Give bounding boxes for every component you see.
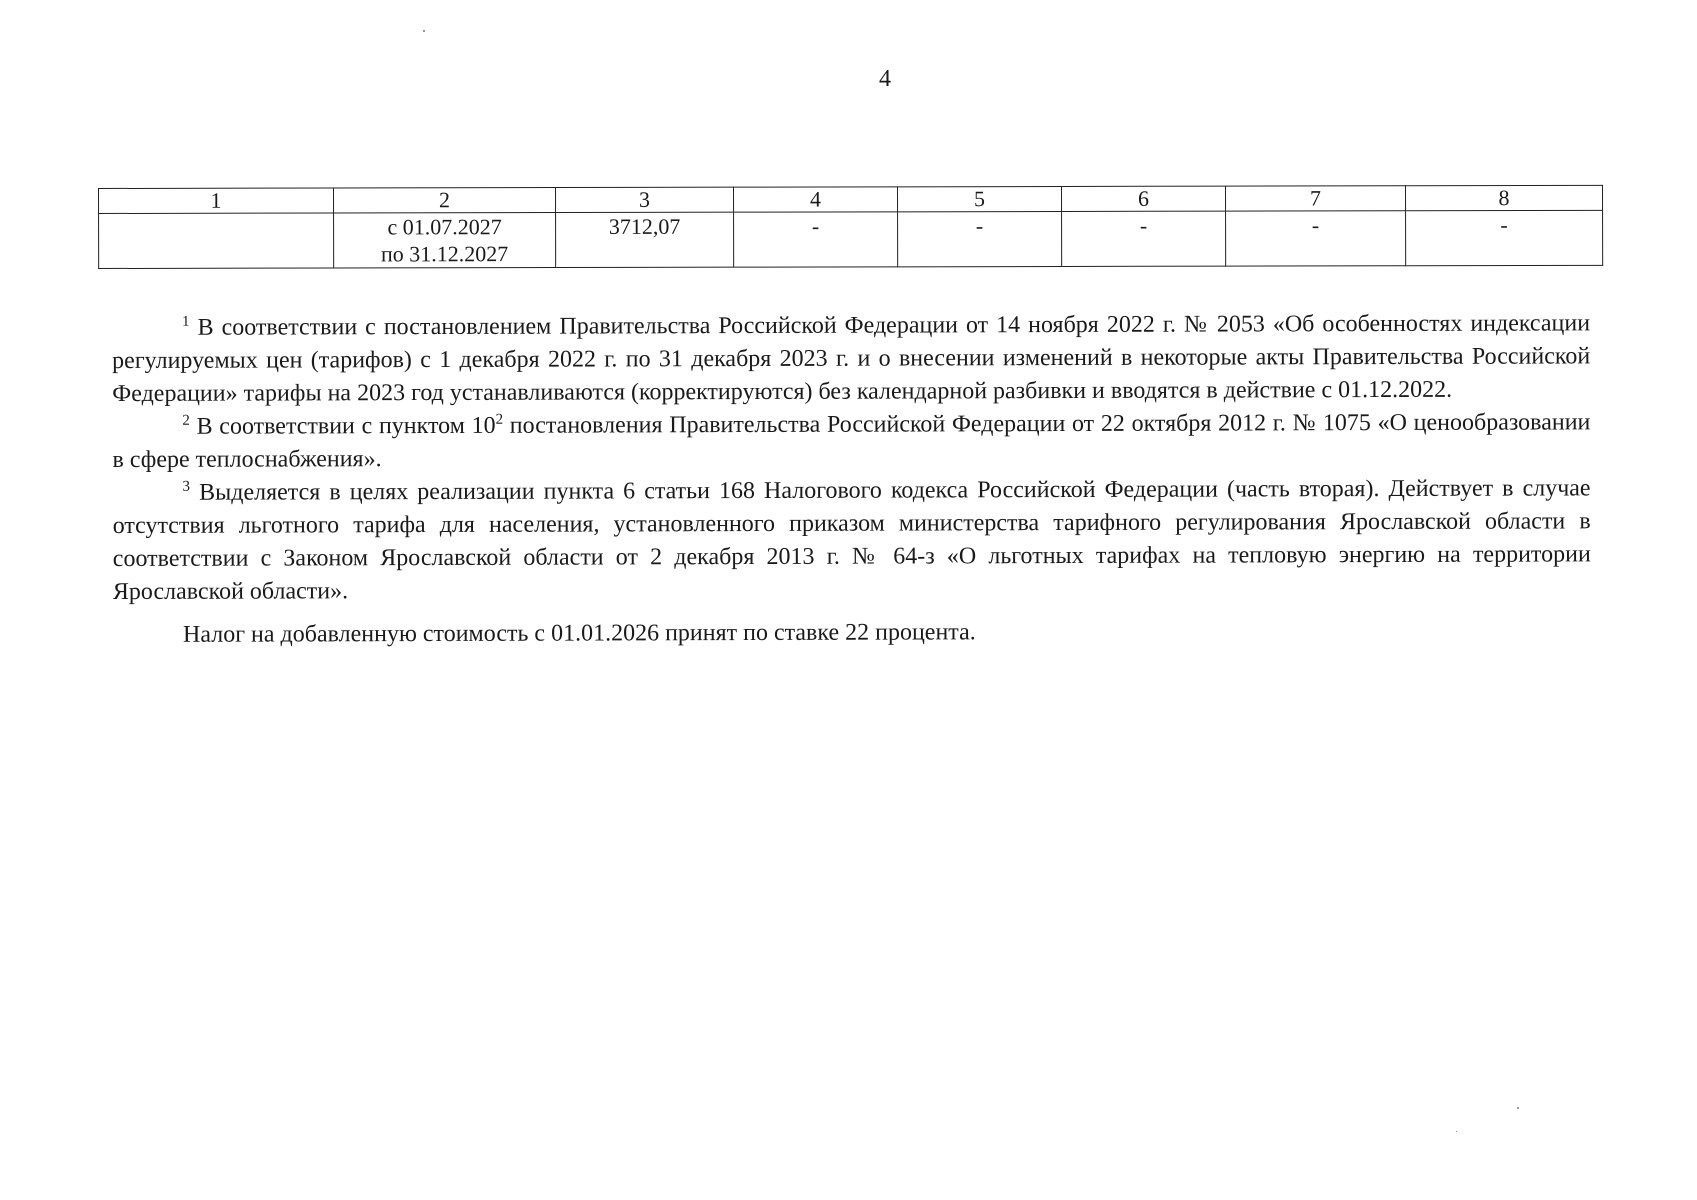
column-number-cell: 1 [99, 188, 334, 213]
footnotes [112, 307, 1591, 652]
scan-speck [1517, 1107, 1519, 1109]
footnote-3 [113, 472, 1591, 609]
period-cell [334, 213, 556, 268]
page-number: 4 [879, 66, 891, 92]
tariff-table [98, 185, 1603, 269]
column-number-cell: 5 [897, 186, 1061, 211]
footnote-1 [112, 307, 1590, 411]
dash-cell: - [1226, 211, 1406, 266]
vat-note: Налог на добавленную стоимость с 01.01.2026 принят по ставке 22 процента. [182, 619, 976, 648]
dash-cell: - [1062, 211, 1226, 266]
footnote-text: Выделяется в целях реализации пункта 6 статьи 168 Налогового кодекса Российской Федерации (часть вторая). Действует в случае отсутствия льготного тарифа для населения, установленного приказом министерства тарифного регулирования Ярославской области в соответствии с Законом Ярославской области от 2 декабря 2013 г. № 64-з «О льготных тарифах на тепловую энергию на территории Ярославской области». [112, 475, 1591, 605]
dash-cell: - [734, 212, 898, 267]
footnote-text: постановления Правительства Российской Федерации от 22 октября 2012 г. № 1075 «О ценообразовании в сфере теплоснабжения». [112, 409, 1591, 473]
period-end: по 31.12.2027 [380, 241, 509, 267]
dash-cell: - [898, 211, 1062, 266]
footnote-marker: 2 [182, 412, 190, 429]
paragraph-superscript: 2 [495, 411, 504, 428]
column-number-cell: 3 [556, 187, 734, 212]
column-number-cell: 4 [733, 187, 897, 212]
footnote-2 [112, 406, 1590, 477]
footnote-text: В соответствии с пунктом 10 [189, 412, 496, 440]
scan-speck [423, 30, 425, 32]
footnote-marker: 1 [182, 313, 190, 330]
footnote-marker: 3 [182, 478, 191, 495]
tariff-value-cell: 3712,07 [556, 212, 734, 267]
footnote-text: В соответствии с постановлением Правительства Российской Федерации от 14 ноября 2022 г. № 2053 «Об особенностях индексации регулируемых цен (тарифов) с 1 декабря 2022 г. по 31 декабря 2023 г. и о внесении изменений в некоторые акты Правительства Российской Федерации» тарифы на 2023 год устанавливаются (корректируются) без календарной разбивки и вводятся в действие с 01.12.2022. [112, 310, 1591, 407]
table-header-row [99, 185, 1603, 213]
column-number-cell: 2 [334, 188, 556, 213]
column-number-cell: 8 [1405, 185, 1602, 210]
empty-cell [99, 213, 334, 268]
scan-speck [1456, 1131, 1457, 1132]
column-number-cell: 7 [1225, 186, 1405, 211]
dash-cell: - [1406, 210, 1603, 265]
table-row [99, 210, 1603, 268]
period-start: с 01.07.2027 [387, 214, 502, 240]
column-number-cell: 6 [1061, 186, 1225, 211]
